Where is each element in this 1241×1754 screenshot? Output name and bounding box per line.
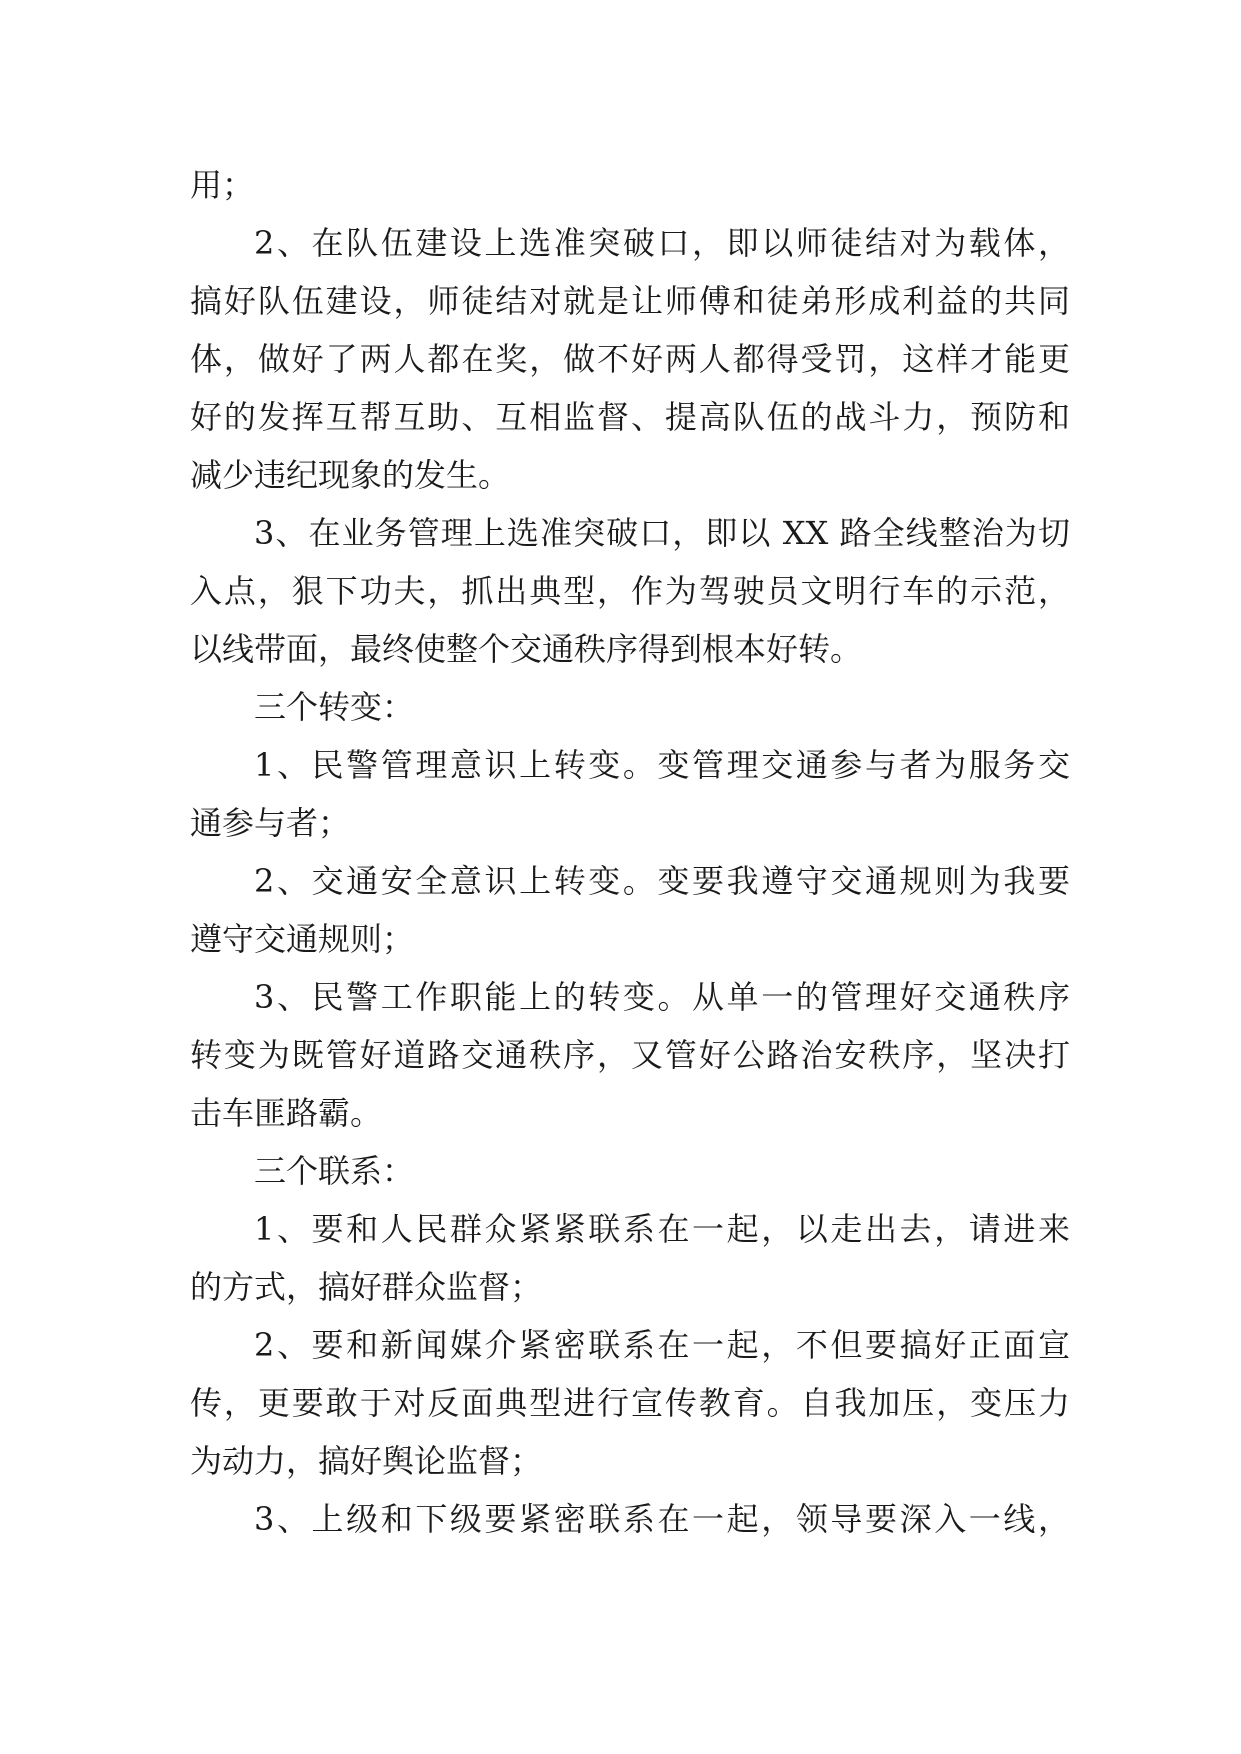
paragraph-start: 1、民警管理意识上转变。变管理交通参与者为服务交 [254, 746, 1070, 784]
text-line: 的方式，搞好群众监督； [190, 1268, 543, 1306]
paragraph-start: 2、要和新闻媒介紧密联系在一起，不但要搞好正面宣 [254, 1326, 1070, 1364]
text-line: 体，做好了两人都在奖，做不好两人都得受罚，这样才能更 [190, 340, 1070, 378]
text-line: 入点，狠下功夫，抓出典型，作为驾驶员文明行车的示范， [190, 572, 1070, 610]
text-line: 好的发挥互帮互助、互相监督、提高队伍的战斗力，预防和 [190, 398, 1070, 436]
text-line: 用； [190, 166, 255, 204]
text-line: 搞好队伍建设，师徒结对就是让师傅和徒弟形成利益的共同 [190, 282, 1070, 320]
paragraph-start: 2、交通安全意识上转变。变要我遵守交通规则为我要 [254, 862, 1070, 900]
text-line: 减少违纪现象的发生。 [190, 456, 511, 494]
text-line: 遵守交通规则； [190, 920, 415, 958]
paragraph-start: 3、在业务管理上选准突破口，即以 XX 路全线整治为切 [254, 514, 1070, 552]
text-line: 转变为既管好道路交通秩序，又管好公路治安秩序，坚决打 [190, 1036, 1070, 1074]
text-line: 为动力，搞好舆论监督； [190, 1442, 543, 1480]
text-line: 击车匪路霸。 [190, 1094, 383, 1132]
paragraph-start: 3、民警工作职能上的转变。从单一的管理好交通秩序 [254, 978, 1070, 1016]
paragraph-start: 2、在队伍建设上选准突破口，即以师徒结对为载体， [254, 224, 1070, 262]
paragraph-start: 1、要和人民群众紧紧联系在一起，以走出去，请进来 [254, 1210, 1070, 1248]
paragraph-start: 3、上级和下级要紧密联系在一起，领导要深入一线， [254, 1500, 1070, 1538]
section-heading: 三个联系： [254, 1152, 415, 1190]
section-heading: 三个转变： [254, 688, 415, 726]
text-line: 通参与者； [190, 804, 351, 842]
text-line: 传，更要敢于对反面典型进行宣传教育。自我加压，变压力 [190, 1384, 1070, 1422]
text-line: 以线带面，最终使整个交通秩序得到根本好转。 [190, 630, 863, 668]
